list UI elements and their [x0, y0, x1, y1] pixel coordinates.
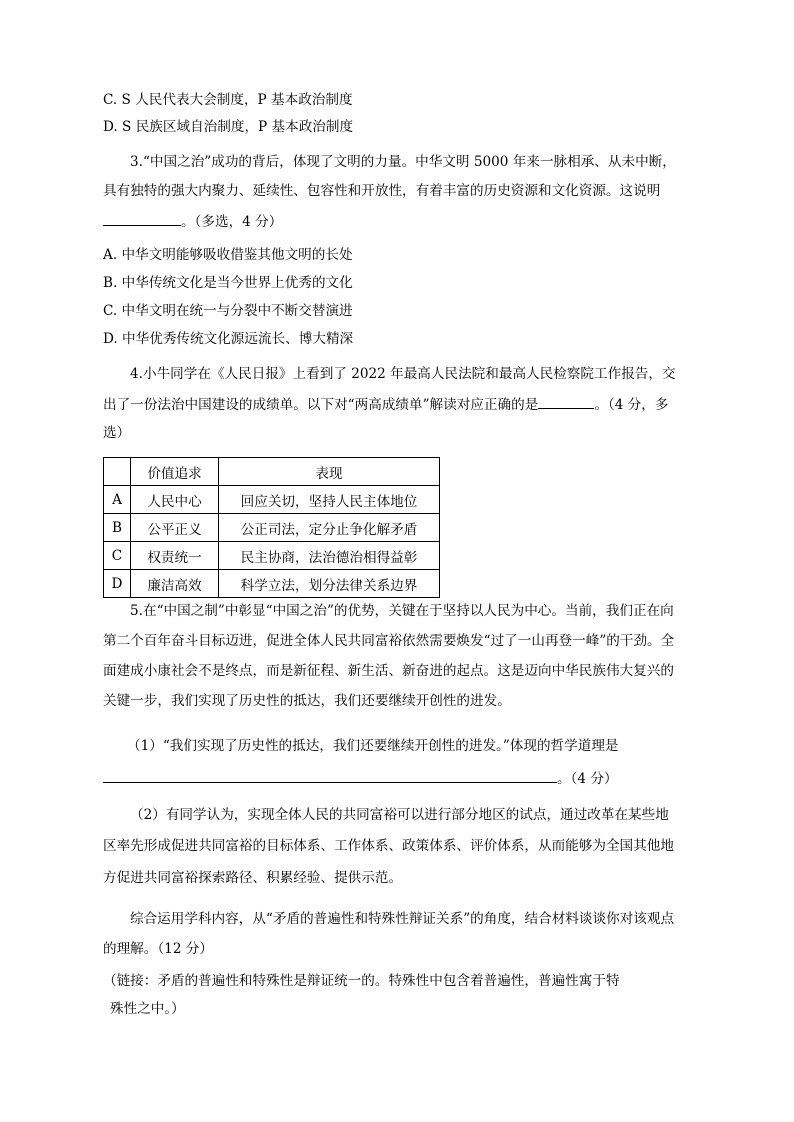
option-c: C. S 人民代表大会制度，P 基本政治制度 [103, 92, 353, 108]
answer-blank[interactable] [538, 394, 594, 409]
table-header-cell [104, 458, 131, 486]
q4-score-note: 。（4 分，多 [594, 397, 669, 413]
q5-sub1-line1: （1）“我们实现了历史性的抵达，我们还要继续开创性的进发。”体现的哲学道理是 [127, 738, 619, 754]
table-header-cell: 价值追求 [131, 458, 219, 486]
q4-stem-text: 出了一份法治中国建设的成绩单。以下对“两高成绩单”解读对应正确的是 [103, 397, 539, 413]
q3-option-a: A. 中华文明能够吸收借鉴其他文明的长处 [103, 247, 353, 263]
option-d: D. S 民族区域自治制度，P 基本政治制度 [103, 119, 354, 135]
table-row [104, 486, 440, 514]
q5-material-line1: 5.在“中国之制”中彰显“中国之治”的优势，关键在于坚持以人民为中心。当前，我们正在向 [130, 603, 674, 619]
table-cell: 公正司法，定分止争化解矛盾 [219, 514, 440, 542]
q3-option-d: D. 中华优秀传统文化源远流长、博大精深 [103, 331, 354, 347]
q3-option-b: B. 中华传统文化是当今世界上优秀的文化 [103, 275, 353, 291]
q5-material-line2: 第二个百年奋斗目标迈进，促进全体人民共同富裕依然需要焕发“过了一山再登一峰”的干劲。全 [103, 633, 675, 649]
answer-blank[interactable] [103, 768, 557, 783]
q5-task-line2: 的理解。（12 分） [103, 941, 213, 957]
table-cell: 权责统一 [131, 542, 219, 570]
table-cell: 廉洁高效 [131, 570, 219, 598]
q3-stem-line2: 具有独特的强大内聚力、延续性、包容性和开放性，有着丰富的历史资源和文化资源。这说明 [103, 183, 661, 199]
table-row [104, 542, 440, 570]
q4-stem-line3: 选） [103, 425, 131, 441]
q5-sub2-line3: 方促进共同富裕探索路径、积累经验、提供示范。 [103, 870, 403, 886]
q5-material-line4: 关键一步，我们实现了历史性的抵达，我们还要继续开创性的进发。 [103, 693, 511, 709]
q3-stem-line1: 3.“中国之治”成功的背后，体现了文明的力量。中华文明 5000 年来一脉相承、从未中断， [130, 154, 676, 170]
q5-material-line3: 面建成小康社会不是终点，而是新征程、新生活、新奋进的起点。这是迈向中华民族伟大复兴的 [103, 663, 674, 679]
q4-stem-line1: 4.小牛同学在《人民日报》上看到了 2022 年最高人民法院和最高人民检察院工作报告，交 [130, 366, 676, 382]
row-label: B [104, 514, 131, 542]
q3-stem-line3 [103, 211, 282, 231]
table-row [104, 514, 440, 542]
q5-sub1-line2 [103, 768, 618, 788]
q5-sub2-line2: 区率先形成促进共同富裕的目标体系、工作体系、政策体系、评价体系，从而能够为全国其他地 [103, 838, 674, 854]
q5-sub2-line1: （2）有同学认为，实现全体人民的共同富裕可以进行部分地区的试点，通过改革在某些地 [130, 807, 669, 823]
table-row [104, 570, 440, 598]
row-label: C [104, 542, 131, 570]
q5-link-line1: （链接：矛盾的普遍性和特殊性是辩证统一的。特殊性中包含着普遍性，普遍性寓于特 [103, 973, 620, 989]
answer-blank[interactable] [103, 211, 181, 226]
q5-link-line2: 殊性之中。） [110, 1001, 185, 1017]
q3-option-c: C. 中华文明在统一与分裂中不断交替演进 [103, 303, 353, 319]
table-header-row [104, 458, 440, 486]
q5-sub1-score-note: 。（4 分） [557, 771, 618, 787]
table-header-cell: 表现 [219, 458, 440, 486]
q4-table [103, 457, 440, 598]
q4-stem-line2 [103, 394, 668, 414]
row-label: D [104, 570, 131, 598]
q5-task-line1: 综合运用学科内容，从“矛盾的普遍性和特殊性辩证关系”的角度，结合材料谈谈你对该观点 [130, 911, 675, 927]
table-cell: 科学立法，划分法律关系边界 [219, 570, 440, 598]
row-label: A [104, 486, 131, 514]
q3-score-note: 。（多选，4 分） [181, 214, 283, 230]
table-cell: 回应关切，坚持人民主体地位 [219, 486, 440, 514]
table-cell: 民主协商，法治德治相得益彰 [219, 542, 440, 570]
table-cell: 人民中心 [131, 486, 219, 514]
table-cell: 公平正义 [131, 514, 219, 542]
